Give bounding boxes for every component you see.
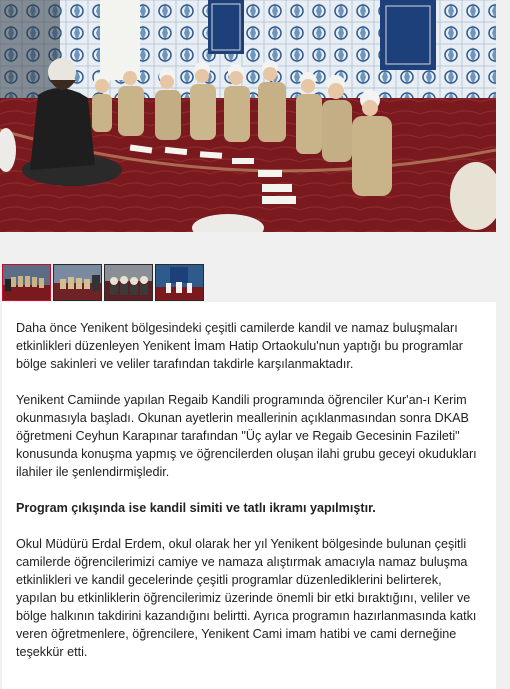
thumbnail-3[interactable] — [104, 264, 153, 301]
mosque-classroom-photo — [0, 0, 496, 232]
thumbnail-4[interactable] — [155, 264, 204, 301]
thumbnail-1[interactable] — [2, 264, 51, 301]
article-paragraph-2: Yenikent Camiinde yapılan Regaib Kandili programında öğrenciler Kur'an-ı Kerim okunmasıyla başladı. Okunan ayetlerin meallerinin açıklanmasından sonra DKAB öğretmeni Ceyhun Karapınar tarafından "Üç aylar ve Regaib Gecesinin Fazileti" konusunda konuşma yapmış ve öğrencilerden oluşan ilahi grubu geceyi okudukları ilahiler ile şenlendirmişledir. — [16, 393, 477, 479]
article-paragraph-1: Daha önce Yenikent bölgesindeki çeşitli camilerde kandil ve namaz buluşmaları etkinlikleri düzenleyen Yenikent İmam Hatip Ortaokulu'nun yaptığı bu programlar bölge sakinleri ve veliler tarafından takdirle karşılanmaktadır. — [16, 321, 463, 371]
thumbnail-2[interactable] — [53, 264, 102, 301]
article-paragraph-3: Program çıkışında ise kandil simiti ve tatlı ikramı yapılmıştır. — [16, 501, 376, 515]
article-body — [2, 302, 496, 689]
thumbnail-strip — [2, 264, 204, 301]
article-paragraph-4: Okul Müdürü Erdal Erdem, okul olarak her yıl Yenikent bölgesinde bulunan çeşitli camilerde öğrencilerimizi camiye ve namaza alıştırmak amacıyla namaz buluşma etkinlikleri ve kandil gecelerinde çeşitli programlar düzenlediklerini belirterek, yapılan bu etkinliklerin öğrencilerimiz üzerinde önemli bir etki bıraktığını, veliler ve bölge halkının takdirini kazandığını belirtti. Ayrıca programın hazırlanmasında katkı veren öğretmenlere, öğrencilere, Yenikent Cami imam hatibi ve cami derneğine teşekkür etti. — [16, 537, 477, 659]
